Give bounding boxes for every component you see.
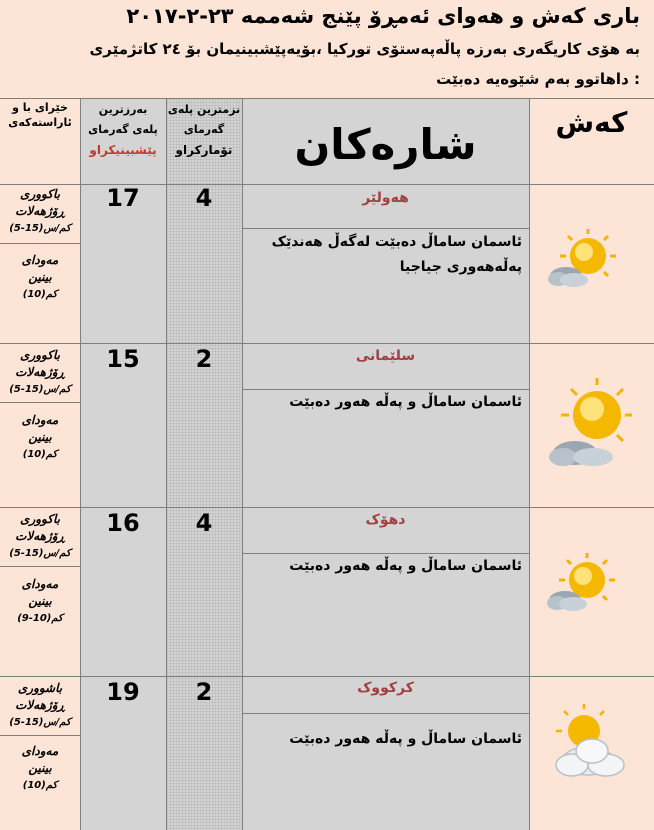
- weather-column-header: کەش: [555, 106, 628, 139]
- min-temp-value: 2: [195, 345, 213, 373]
- report-subtitle-2: داهاتوو بەم شێوەیە دەبێت :: [436, 70, 640, 88]
- wind-direction-2: ڕۆژهەلات: [15, 365, 65, 379]
- wind-info: [0, 680, 80, 731]
- city-name: هەولێر: [362, 190, 409, 206]
- grid-line: [242, 98, 243, 830]
- wind-direction: باکووری: [20, 512, 60, 526]
- city-name: دهۆک: [365, 512, 406, 528]
- wind-speed: (5-15)کم/س: [9, 384, 71, 395]
- min-temp-header-line1: نزمترین پلەی: [167, 103, 241, 116]
- grid-line: [529, 98, 530, 830]
- grid-line: [242, 228, 529, 229]
- weather-description: ئاسمان ساماڵ و پەڵە هەور دەبێت: [289, 394, 522, 410]
- weather-description: ئاسمان ساماڵ دەبێت لەگەڵ هەندێک پەڵەهەوری جیاجیا: [271, 234, 522, 275]
- report-date: ٢٣-٢-٢٠١٧: [126, 4, 234, 28]
- grid-line: [242, 713, 529, 714]
- report-title: [106, 4, 640, 28]
- sun-cloud-icon: [544, 228, 620, 292]
- city-name: سلێمانی: [355, 348, 416, 364]
- grid-line: [0, 402, 80, 403]
- grid-line: [0, 507, 654, 508]
- max-temp-header-line2: پلەی گەرمای: [88, 123, 158, 136]
- weather-description: ئاسمان ساماڵ و پەڵە هەور دەبێت: [289, 731, 522, 747]
- max-temp-value: 16: [106, 509, 140, 537]
- wind-column-header: خێرای با و ئاراستەکەی: [8, 101, 72, 129]
- wind-direction: باکووری: [20, 348, 60, 362]
- visibility-label: مەودای: [21, 413, 59, 427]
- visibility-label-2: بینین: [28, 761, 52, 775]
- city-column-header: شارەکان: [294, 120, 477, 169]
- min-temp-value: 2: [195, 678, 213, 706]
- min-temp-header-line3: تۆمارکراو: [175, 143, 233, 157]
- visibility-value: (10)کم: [22, 289, 58, 300]
- visibility-info: [0, 412, 80, 463]
- max-temp-header: [80, 98, 166, 186]
- wind-direction: باکووری: [20, 187, 60, 201]
- wind-direction-2: ڕۆژهەلات: [15, 204, 65, 218]
- min-temp-value: 4: [195, 509, 213, 537]
- max-temp-header-line3: پێشبینیکراو: [89, 143, 157, 157]
- visibility-value: (10)کم: [22, 780, 58, 791]
- visibility-info: [0, 252, 80, 303]
- wind-info: [0, 511, 80, 562]
- sun-cloud-icon: [545, 552, 617, 616]
- wind-direction-2: ڕۆژهەلات: [15, 698, 65, 712]
- report-subtitle: بە هۆی کاریگەری بەرزە پاڵەپەستۆی تورکیا ،بۆیەپێشبینیمان بۆ ٢٤ کاتژمێری: [89, 40, 640, 58]
- visibility-label: مەودای: [21, 744, 59, 758]
- min-temp-header-line2: گەرمای: [183, 123, 225, 136]
- grid-line: [0, 566, 80, 567]
- max-temp-value: 17: [106, 184, 140, 212]
- max-temp-value: 15: [106, 345, 140, 373]
- min-temp-header: [166, 98, 242, 186]
- wind-info: [0, 347, 80, 398]
- max-temp-value: 19: [106, 678, 140, 706]
- visibility-info: [0, 576, 80, 627]
- min-temp-value: 4: [195, 184, 213, 212]
- wind-direction-2: ڕۆژهەلات: [15, 529, 65, 543]
- grid-line: [0, 735, 80, 736]
- visibility-label-2: بینین: [28, 270, 52, 284]
- grid-line: [0, 676, 654, 677]
- wind-info: [0, 186, 80, 237]
- cloud-sun-icon: [548, 703, 632, 783]
- grid-line: [0, 243, 80, 244]
- visibility-value: (10)کم: [22, 449, 58, 460]
- visibility-label: مەودای: [21, 253, 59, 267]
- wind-speed: (5-15)کم/س: [9, 223, 71, 234]
- weather-description: ئاسمان ساماڵ و پەڵە هەور دەبێت: [289, 558, 522, 574]
- grid-line: [0, 343, 654, 344]
- max-temp-header-line1: بەرزترین: [98, 103, 148, 116]
- wind-speed: (5-15)کم/س: [9, 717, 71, 728]
- sun-cloud-icon: [545, 375, 633, 471]
- city-name: کرکووک: [357, 680, 414, 696]
- visibility-info: [0, 743, 80, 794]
- wind-speed: (5-15)کم/س: [9, 548, 71, 559]
- wind-direction: باشووری: [17, 681, 63, 695]
- visibility-label-2: بینین: [28, 430, 52, 444]
- visibility-label-2: بینین: [28, 594, 52, 608]
- report-title-text: باری کەش و هەوای ئەمڕۆ پێنج شەممە: [240, 4, 640, 28]
- city-column: [242, 98, 529, 830]
- visibility-value: (9-10)کم: [17, 613, 63, 624]
- visibility-label: مەودای: [21, 577, 59, 591]
